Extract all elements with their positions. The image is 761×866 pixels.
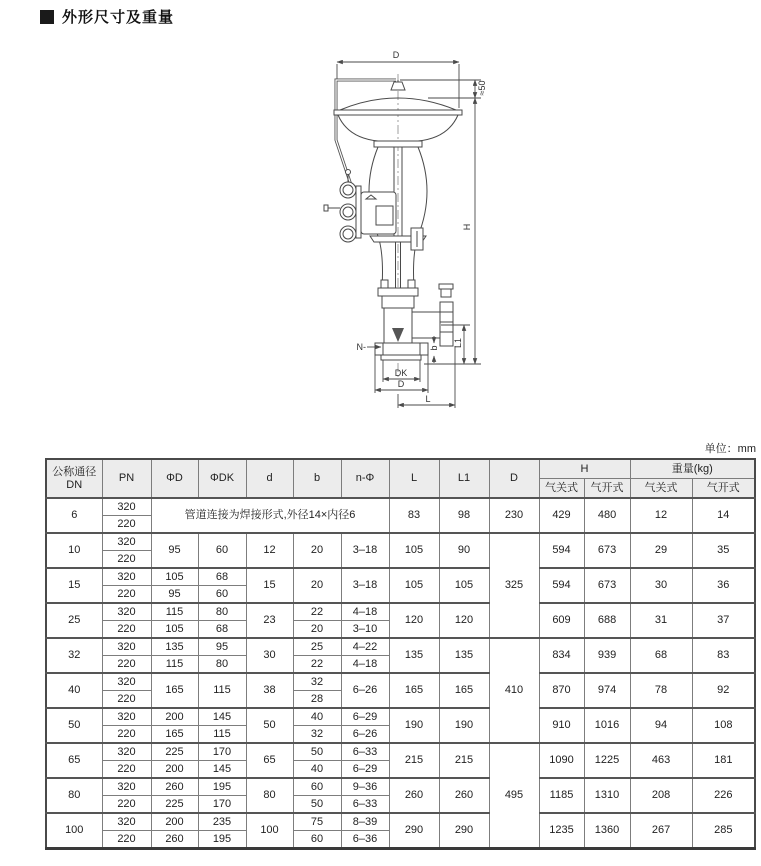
h-close-cell: 1235 bbox=[539, 813, 584, 849]
value-cell: 4–18 bbox=[341, 656, 389, 674]
value-cell: 235 bbox=[198, 813, 246, 831]
weight-close-cell: 29 bbox=[630, 533, 692, 568]
header-h-air-open: 气开式 bbox=[584, 479, 630, 499]
value-cell: 25 bbox=[293, 638, 341, 656]
l-cell: 165 bbox=[389, 673, 439, 708]
dim-label-50: ≈50 bbox=[477, 80, 487, 96]
value-cell: 115 bbox=[151, 656, 198, 674]
l1-cell: 98 bbox=[439, 498, 489, 533]
pn-cell: 220 bbox=[102, 621, 151, 639]
value-cell: 50 bbox=[293, 796, 341, 814]
value-cell: 38 bbox=[246, 673, 293, 708]
header-dn-line2: DN bbox=[66, 478, 83, 491]
l1-cell: 90 bbox=[439, 533, 489, 568]
title-square-icon bbox=[40, 10, 54, 24]
value-cell: 40 bbox=[293, 761, 341, 779]
pn-cell: 220 bbox=[102, 796, 151, 814]
pn-cell: 220 bbox=[102, 761, 151, 779]
value-cell: 165 bbox=[151, 726, 198, 744]
dim-label-l1: L1 bbox=[453, 337, 463, 349]
value-cell: 15 bbox=[246, 568, 293, 603]
unit-label: 单位：mm bbox=[704, 443, 756, 455]
l-cell: 215 bbox=[389, 743, 439, 778]
table-row bbox=[46, 778, 755, 796]
weight-open-cell: 108 bbox=[692, 708, 755, 743]
value-cell: 6–29 bbox=[341, 761, 389, 779]
value-cell: 50 bbox=[246, 708, 293, 743]
gauge-icon bbox=[340, 182, 356, 198]
weight-open-cell: 14 bbox=[692, 498, 755, 533]
weight-open-cell: 35 bbox=[692, 533, 755, 568]
value-cell: 68 bbox=[198, 568, 246, 586]
h-open-cell: 939 bbox=[584, 638, 630, 673]
l-cell: 135 bbox=[389, 638, 439, 673]
header-dn bbox=[46, 459, 102, 498]
value-cell: 145 bbox=[198, 708, 246, 726]
h-open-cell: 688 bbox=[584, 603, 630, 638]
h-open-cell: 1225 bbox=[584, 743, 630, 778]
value-cell: 22 bbox=[293, 656, 341, 674]
pn-cell: 320 bbox=[102, 743, 151, 761]
pn-cell: 220 bbox=[102, 516, 151, 534]
value-cell: 195 bbox=[198, 778, 246, 796]
value-cell: 260 bbox=[151, 778, 198, 796]
weight-open-cell: 226 bbox=[692, 778, 755, 813]
value-cell: 40 bbox=[293, 708, 341, 726]
pn-cell: 220 bbox=[102, 691, 151, 709]
value-cell: 60 bbox=[293, 778, 341, 796]
header-l: L bbox=[389, 459, 439, 498]
h-close-cell: 609 bbox=[539, 603, 584, 638]
dim-label-n: N- bbox=[356, 342, 366, 352]
weight-close-cell: 208 bbox=[630, 778, 692, 813]
dim-label-d-top: D bbox=[392, 50, 400, 60]
value-cell: 6–33 bbox=[341, 796, 389, 814]
value-cell: 20 bbox=[293, 533, 341, 568]
value-cell: 23 bbox=[246, 603, 293, 638]
header-weight: 重量(kg) bbox=[630, 459, 755, 479]
h-open-cell: 1310 bbox=[584, 778, 630, 813]
h-close-cell: 834 bbox=[539, 638, 584, 673]
value-cell: 3–18 bbox=[341, 568, 389, 603]
value-cell: 80 bbox=[198, 656, 246, 674]
header-h-air-close: 气关式 bbox=[539, 479, 584, 499]
value-cell: 225 bbox=[151, 743, 198, 761]
h-open-cell: 480 bbox=[584, 498, 630, 533]
value-cell: 6–36 bbox=[341, 831, 389, 849]
bonnet bbox=[378, 288, 418, 296]
table-row bbox=[46, 638, 755, 656]
h-open-cell: 1360 bbox=[584, 813, 630, 849]
dn-cell: 15 bbox=[46, 568, 102, 603]
value-cell: 22 bbox=[293, 603, 341, 621]
dn-cell: 50 bbox=[46, 708, 102, 743]
h-close-cell: 910 bbox=[539, 708, 584, 743]
weight-close-cell: 463 bbox=[630, 743, 692, 778]
value-cell: 6–26 bbox=[341, 726, 389, 744]
value-cell: 195 bbox=[198, 831, 246, 849]
h-close-cell: 870 bbox=[539, 673, 584, 708]
header-big-d: D bbox=[489, 459, 539, 498]
value-cell: 6–26 bbox=[341, 673, 389, 708]
pn-cell: 320 bbox=[102, 673, 151, 691]
table-row bbox=[46, 603, 755, 621]
pn-cell: 220 bbox=[102, 656, 151, 674]
header-pn: PN bbox=[102, 459, 151, 498]
value-cell: 95 bbox=[198, 638, 246, 656]
l1-cell: 260 bbox=[439, 778, 489, 813]
value-cell: 6–33 bbox=[341, 743, 389, 761]
weight-open-cell: 83 bbox=[692, 638, 755, 673]
d-merged-cell: 495 bbox=[489, 743, 539, 849]
value-cell: 80 bbox=[198, 603, 246, 621]
dn-cell: 10 bbox=[46, 533, 102, 568]
header-b: b bbox=[293, 459, 341, 498]
dn-cell: 32 bbox=[46, 638, 102, 673]
value-cell: 20 bbox=[293, 568, 341, 603]
value-cell: 68 bbox=[198, 621, 246, 639]
l1-cell: 215 bbox=[439, 743, 489, 778]
header-d: d bbox=[246, 459, 293, 498]
weight-open-cell: 285 bbox=[692, 813, 755, 849]
table-row bbox=[46, 813, 755, 831]
value-cell: 60 bbox=[198, 533, 246, 568]
value-cell: 9–36 bbox=[341, 778, 389, 796]
weight-open-cell: 92 bbox=[692, 673, 755, 708]
l1-cell: 290 bbox=[439, 813, 489, 849]
l1-cell: 135 bbox=[439, 638, 489, 673]
h-close-cell: 1185 bbox=[539, 778, 584, 813]
pn-cell: 320 bbox=[102, 708, 151, 726]
weight-open-cell: 181 bbox=[692, 743, 755, 778]
value-cell: 12 bbox=[246, 533, 293, 568]
l-cell: 260 bbox=[389, 778, 439, 813]
value-cell: 6–29 bbox=[341, 708, 389, 726]
pn-cell: 320 bbox=[102, 568, 151, 586]
value-cell: 28 bbox=[293, 691, 341, 709]
bonnet-bolt bbox=[408, 280, 415, 288]
table-row bbox=[46, 533, 755, 551]
page-title bbox=[40, 6, 174, 27]
dn-cell: 65 bbox=[46, 743, 102, 778]
pn-cell: 320 bbox=[102, 603, 151, 621]
table-row bbox=[46, 568, 755, 586]
valve-drawing bbox=[278, 46, 548, 424]
dn-cell: 100 bbox=[46, 813, 102, 849]
gauge-icon bbox=[340, 204, 356, 220]
weight-close-cell: 31 bbox=[630, 603, 692, 638]
weight-close-cell: 94 bbox=[630, 708, 692, 743]
value-cell: 105 bbox=[151, 621, 198, 639]
value-cell: 135 bbox=[151, 638, 198, 656]
value-cell: 75 bbox=[293, 813, 341, 831]
value-cell: 80 bbox=[246, 778, 293, 813]
table-row bbox=[46, 708, 755, 726]
l-cell: 83 bbox=[389, 498, 439, 533]
table-row bbox=[46, 673, 755, 691]
pn-cell: 220 bbox=[102, 831, 151, 849]
header-dn-line1: 公称通径 bbox=[52, 465, 97, 478]
header-w-air-close: 气关式 bbox=[630, 479, 692, 499]
dim-label-dk: DK bbox=[394, 368, 408, 378]
pn-cell: 220 bbox=[102, 726, 151, 744]
header-phi-d: ΦD bbox=[151, 459, 198, 498]
value-cell: 30 bbox=[246, 638, 293, 673]
value-cell: 200 bbox=[151, 708, 198, 726]
outlet-arm bbox=[412, 312, 440, 338]
air-tube bbox=[336, 80, 396, 188]
l-cell: 105 bbox=[389, 533, 439, 568]
value-cell: 32 bbox=[293, 726, 341, 744]
dn-cell: 6 bbox=[46, 498, 102, 533]
d-merged-cell: 230 bbox=[489, 498, 539, 533]
dim-label-d-bottom: D bbox=[397, 379, 405, 389]
value-cell: 60 bbox=[198, 586, 246, 604]
outlet-flange bbox=[440, 302, 453, 346]
value-cell: 115 bbox=[151, 603, 198, 621]
l-cell: 290 bbox=[389, 813, 439, 849]
h-close-cell: 429 bbox=[539, 498, 584, 533]
weight-close-cell: 78 bbox=[630, 673, 692, 708]
value-cell: 260 bbox=[151, 831, 198, 849]
table-row bbox=[46, 743, 755, 761]
h-close-cell: 594 bbox=[539, 533, 584, 568]
pn-cell: 320 bbox=[102, 813, 151, 831]
header-w-air-open: 气开式 bbox=[692, 479, 755, 499]
value-cell: 4–18 bbox=[341, 603, 389, 621]
value-cell: 60 bbox=[293, 831, 341, 849]
dim-label-h: H bbox=[462, 223, 472, 231]
h-open-cell: 974 bbox=[584, 673, 630, 708]
value-cell: 225 bbox=[151, 796, 198, 814]
gauge-icon bbox=[340, 226, 356, 242]
page-title-text: 外形尺寸及重量 bbox=[62, 9, 175, 26]
dn-cell: 25 bbox=[46, 603, 102, 638]
value-cell: 20 bbox=[293, 621, 341, 639]
pn-cell: 320 bbox=[102, 533, 151, 551]
header-n-phi: n-Φ bbox=[341, 459, 389, 498]
dn-cell: 80 bbox=[46, 778, 102, 813]
header-phi-dk: ΦDK bbox=[198, 459, 246, 498]
dim-label-b: b bbox=[429, 345, 439, 351]
l1-cell: 190 bbox=[439, 708, 489, 743]
l1-cell: 120 bbox=[439, 603, 489, 638]
h-open-cell: 1016 bbox=[584, 708, 630, 743]
d-merged-cell: 325 bbox=[489, 533, 539, 638]
value-cell: 8–39 bbox=[341, 813, 389, 831]
value-cell: 115 bbox=[198, 673, 246, 708]
table-row bbox=[46, 498, 755, 516]
weight-close-cell: 68 bbox=[630, 638, 692, 673]
dim-label-l: L bbox=[425, 394, 431, 404]
value-cell: 95 bbox=[151, 586, 198, 604]
weight-open-cell: 36 bbox=[692, 568, 755, 603]
value-cell: 170 bbox=[198, 796, 246, 814]
pn-cell: 220 bbox=[102, 586, 151, 604]
value-cell: 95 bbox=[151, 533, 198, 568]
pn-cell: 220 bbox=[102, 551, 151, 569]
weight-close-cell: 30 bbox=[630, 568, 692, 603]
value-cell: 3–10 bbox=[341, 621, 389, 639]
gauge-manifold bbox=[356, 186, 361, 238]
l1-cell: 165 bbox=[439, 673, 489, 708]
pn-cell: 320 bbox=[102, 778, 151, 796]
value-cell: 165 bbox=[151, 673, 198, 708]
weight-close-cell: 267 bbox=[630, 813, 692, 849]
dn-cell: 40 bbox=[46, 673, 102, 708]
h-open-cell: 673 bbox=[584, 568, 630, 603]
pn-cell: 320 bbox=[102, 498, 151, 516]
table-header bbox=[46, 459, 755, 498]
value-cell: 115 bbox=[198, 726, 246, 744]
value-cell: 50 bbox=[293, 743, 341, 761]
weight-open-cell: 37 bbox=[692, 603, 755, 638]
value-cell: 65 bbox=[246, 743, 293, 778]
dims-table-body bbox=[46, 498, 755, 849]
dimensions-table bbox=[45, 458, 756, 850]
bonnet-bolt bbox=[381, 280, 388, 288]
value-cell: 105 bbox=[151, 568, 198, 586]
value-cell: 200 bbox=[151, 813, 198, 831]
l-cell: 105 bbox=[389, 568, 439, 603]
h-open-cell: 673 bbox=[584, 533, 630, 568]
value-cell: 3–18 bbox=[341, 533, 389, 568]
value-cell: 170 bbox=[198, 743, 246, 761]
header-l1: L1 bbox=[439, 459, 489, 498]
pn-cell: 320 bbox=[102, 638, 151, 656]
value-cell: 4–22 bbox=[341, 638, 389, 656]
h-close-cell: 1090 bbox=[539, 743, 584, 778]
d-merged-cell: 410 bbox=[489, 638, 539, 743]
value-cell: 100 bbox=[246, 813, 293, 849]
header-h: H bbox=[539, 459, 630, 479]
weight-close-cell: 12 bbox=[630, 498, 692, 533]
h-close-cell: 594 bbox=[539, 568, 584, 603]
note-cell: 管道连接为焊接形式,外径14×内径6 bbox=[151, 498, 389, 533]
value-cell: 145 bbox=[198, 761, 246, 779]
dome-fitting bbox=[391, 82, 405, 90]
l-cell: 120 bbox=[389, 603, 439, 638]
value-cell: 32 bbox=[293, 673, 341, 691]
l-cell: 190 bbox=[389, 708, 439, 743]
value-cell: 200 bbox=[151, 761, 198, 779]
l1-cell: 105 bbox=[439, 568, 489, 603]
